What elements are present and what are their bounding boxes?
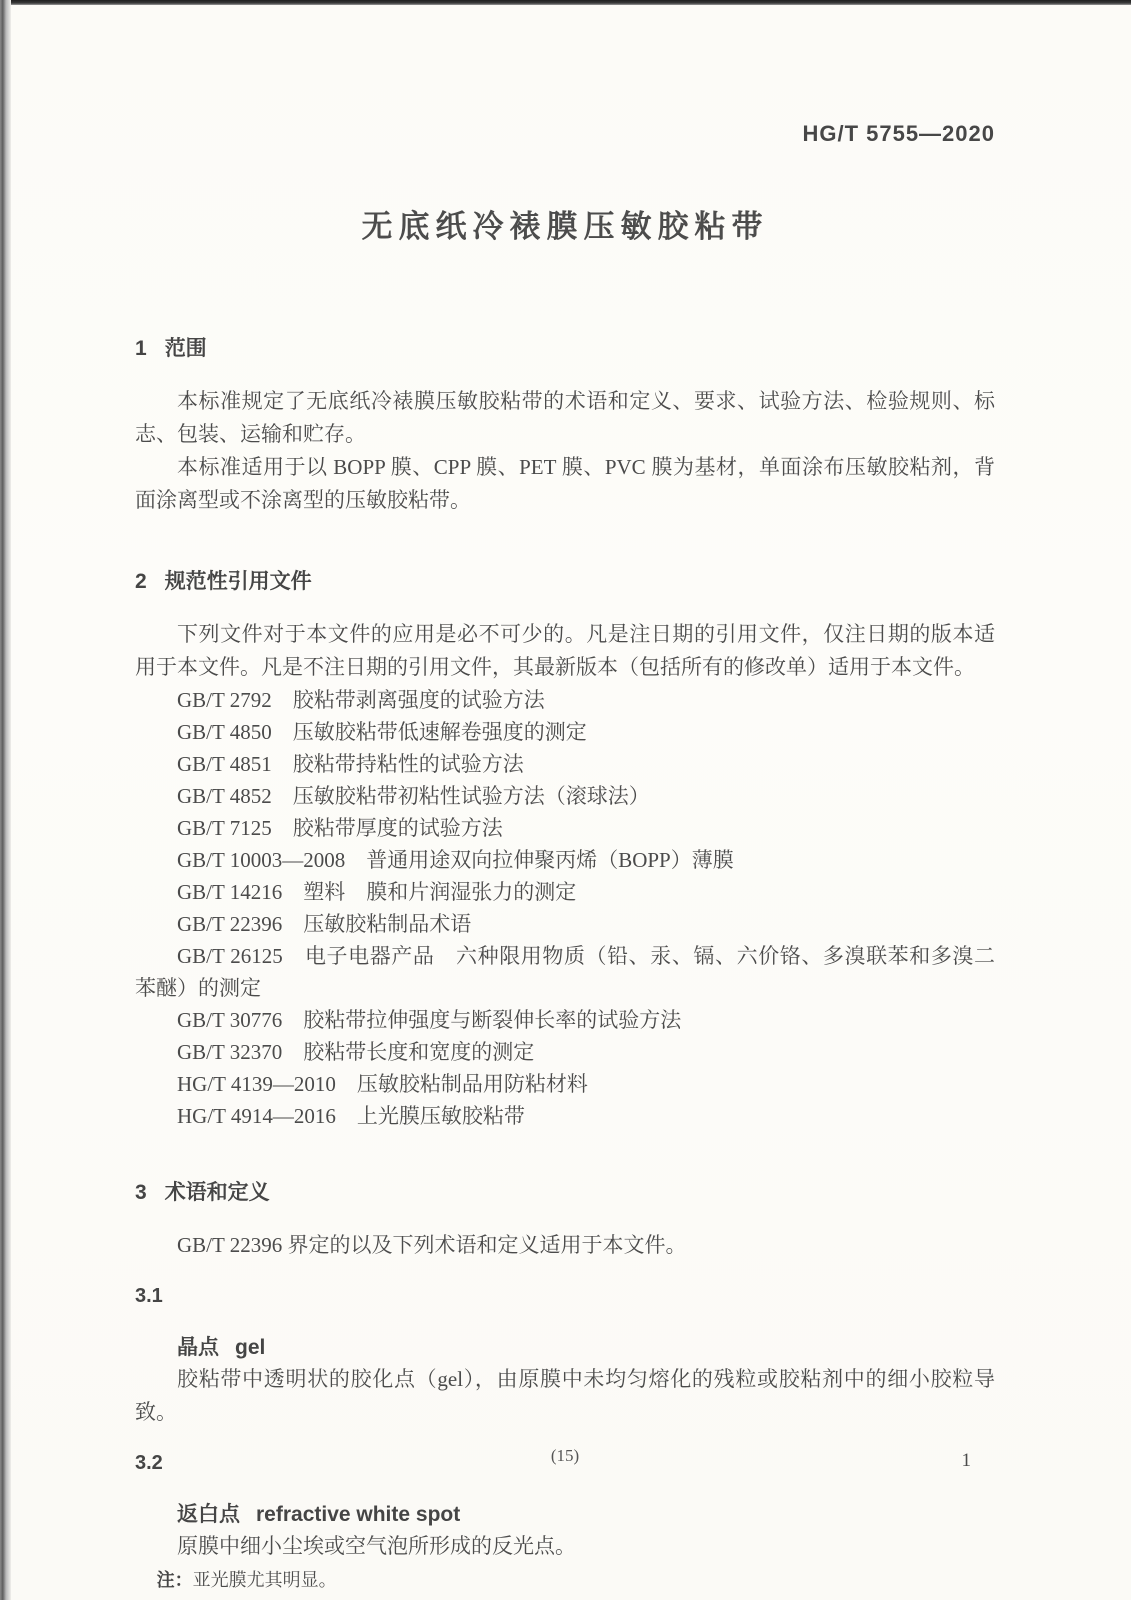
section-number: 2 [135,570,147,593]
scope-paragraph: 本标准规定了无底纸冷裱膜压敏胶粘带的术语和定义、要求、试验方法、检验规则、标志、包装、运输和贮存。 [135,389,995,446]
term-definition: 胶粘带中透明状的胶化点（gel），由原膜中未均匀熔化的残粒或胶粘剂中的细小胶粒导致。 [135,1367,995,1424]
reference-item: GB/T 4852 压敏胶粘带初粘性试验方法（滚球法） [177,784,650,808]
term-definition: 原膜中细小尘埃或空气泡所形成的反光点。 [177,1534,576,1558]
footer-sheet-number: (15) [550,1446,580,1465]
section-heading-references [135,565,995,595]
section-title: 规范性引用文件 [164,570,312,593]
reference-item: GB/T 14216 塑料 膜和片润湿张力的测定 [177,880,577,904]
scan-edge-left [0,0,11,1600]
section-heading-scope [135,332,995,362]
section-title: 范围 [164,337,207,360]
reference-item: HG/T 4139—2010 压敏胶粘制品用防粘材料 [177,1072,588,1096]
section-number: 3 [135,1181,147,1204]
page-content [135,0,995,1594]
footer-page-number: 1 [961,1450,971,1471]
standard-code: HG/T 5755—2020 [802,121,995,146]
references-intro: 下列文件对于本文件的应用是必不可少的。凡是注日期的引用文件，仅注日期的版本适用于本文件。凡是不注日期的引用文件，其最新版本（包括所有的修改单）适用于本文件。 [135,622,995,679]
section-heading-terms [135,1176,995,1206]
reference-item: GB/T 10003—2008 普通用途双向拉伸聚丙烯（BOPP）薄膜 [177,848,734,872]
references-list [135,684,995,1132]
section-title: 术语和定义 [164,1181,270,1204]
term-number-3-1: 3.1 [135,1285,163,1307]
term-note [135,1566,995,1594]
term-en: refractive white spot [256,1503,461,1526]
reference-item: GB/T 4850 压敏胶粘带低速解卷强度的测定 [177,720,587,744]
reference-item: GB/T 32370 胶粘带长度和宽度的测定 [177,1040,535,1064]
reference-item: HG/T 4914—2016 上光膜压敏胶粘带 [177,1104,525,1128]
terms-intro: GB/T 22396 界定的以及下列术语和定义适用于本文件。 [177,1233,687,1257]
reference-item: GB/T 2792 胶粘带剥离强度的试验方法 [177,688,545,712]
document-title: 无底纸冷裱膜压敏胶粘带 [361,209,769,244]
reference-item: GB/T 30776 胶粘带拉伸强度与断裂伸长率的试验方法 [177,1008,682,1032]
term-heading-gel [135,1333,995,1363]
scope-paragraph: 本标准适用于以 BOPP 膜、CPP 膜、PET 膜、PVC 膜为基材，单面涂布压敏胶粘剂，背面涂离型或不涂离型的压敏胶粘带。 [135,455,995,512]
term-en: gel [235,1336,266,1359]
note-label: 注： [156,1570,193,1590]
section-number: 1 [135,337,147,360]
reference-item: GB/T 7125 胶粘带厚度的试验方法 [177,816,503,840]
term-number-3-2: 3.2 [135,1452,163,1474]
term-cn: 返白点 [177,1503,240,1526]
reference-item: GB/T 26125 电子电器产品 六种限用物质（铅、汞、镉、六价铬、多溴联苯和多溴二苯醚）的测定 [135,944,995,1000]
term-heading-refractive-white-spot [135,1500,995,1530]
reference-item: GB/T 4851 胶粘带持粘性的试验方法 [177,752,524,776]
note-text: 亚光膜尤其明显。 [192,1570,337,1590]
term-cn: 晶点 [177,1336,219,1359]
reference-item: GB/T 22396 压敏胶粘制品术语 [177,912,472,936]
